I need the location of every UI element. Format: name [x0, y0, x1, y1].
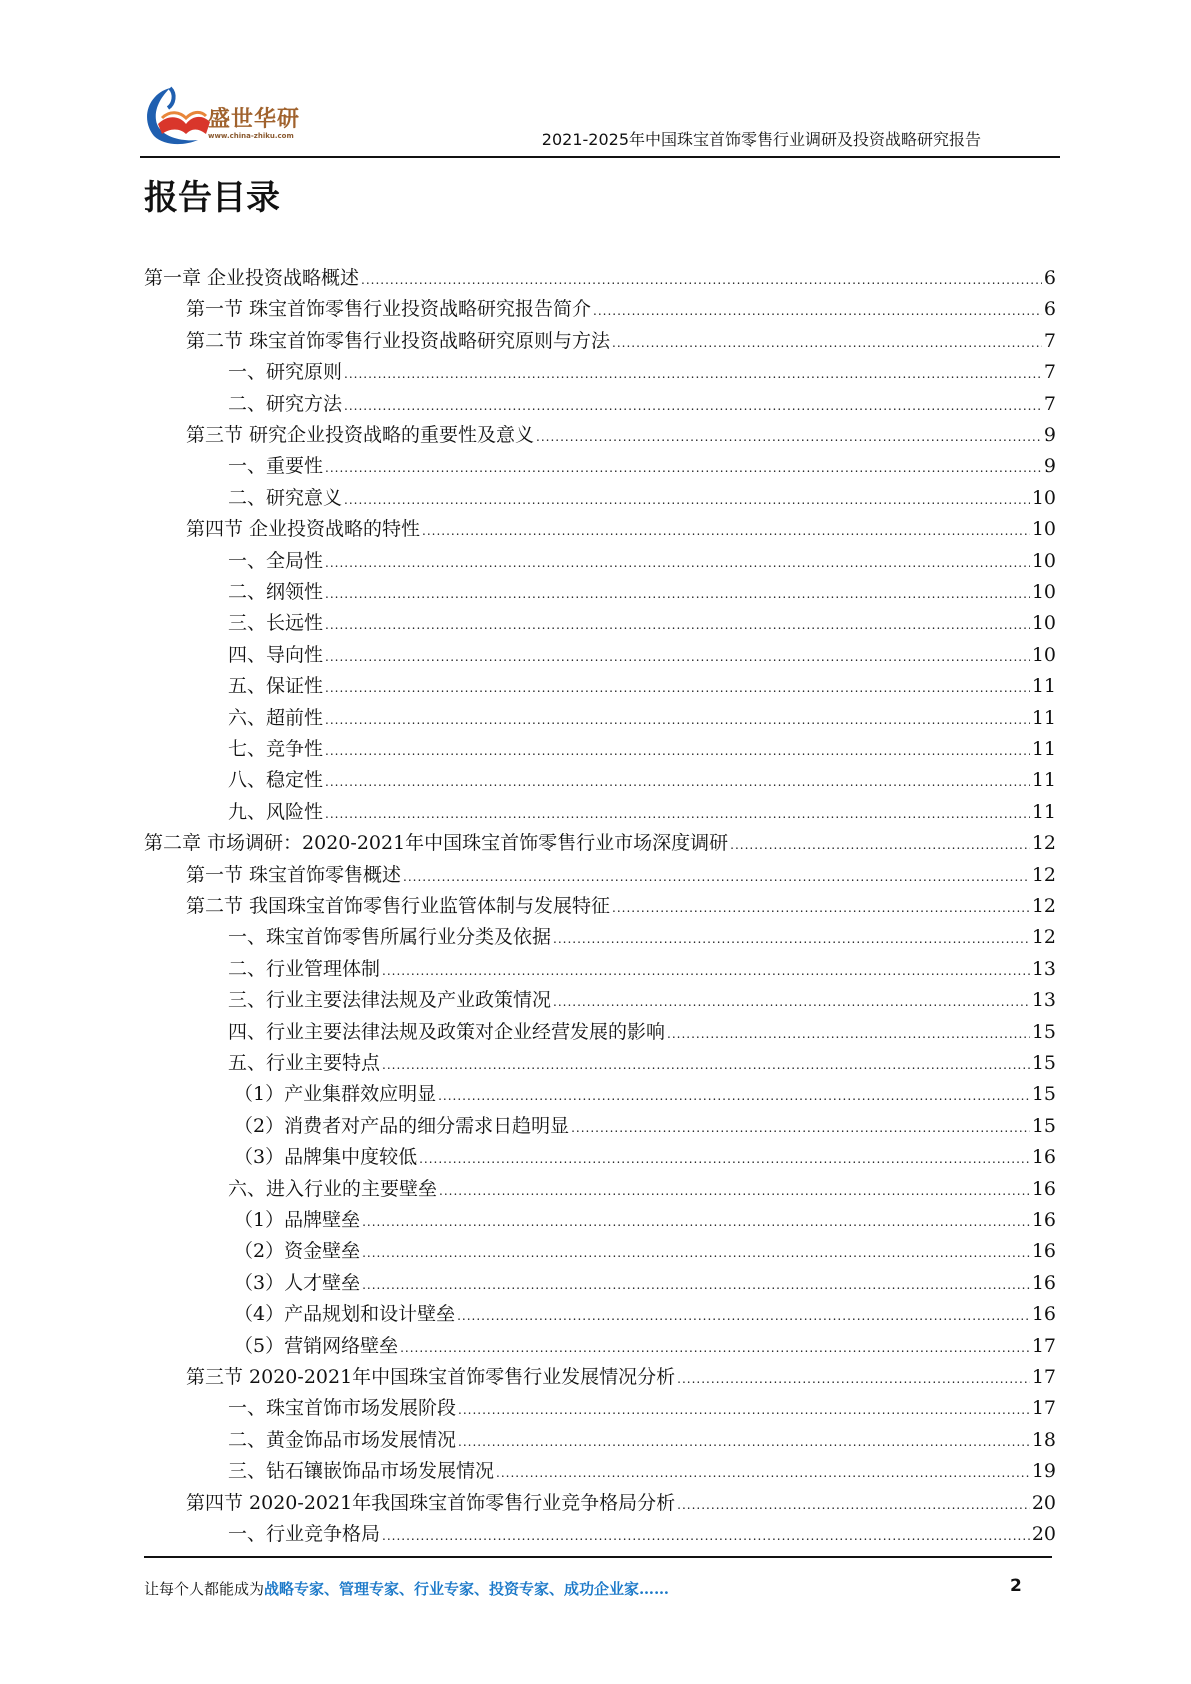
toc-entry-label: 八、稳定性 [228, 769, 324, 792]
toc-entry-page: 9 [1043, 455, 1056, 478]
toc-entry[interactable] [228, 1017, 1056, 1045]
toc-entry-page: 11 [1031, 800, 1056, 823]
toc-leader-dots [667, 1027, 1030, 1041]
logo-name: 盛世华研 [208, 107, 301, 132]
toc-entry-label: 二、行业管理体制 [228, 957, 381, 980]
header-divider [140, 156, 1060, 158]
toc-entry[interactable] [228, 546, 1056, 574]
toc-entry-page: 10 [1031, 581, 1056, 603]
toc-entry-label: 七、竞争性 [228, 738, 324, 760]
toc-leader-dots [553, 932, 1030, 946]
toc-entry-label: （5）营销网络壁垒 [234, 1334, 399, 1357]
toc-entry[interactable] [228, 1519, 1056, 1547]
toc-leader-dots [438, 1089, 1030, 1103]
toc-entry-label: 二、研究方法 [228, 392, 343, 415]
toc-entry-page: 10 [1031, 612, 1056, 635]
toc-entry-label: 三、钻石镶嵌饰品市场发展情况 [228, 1460, 495, 1483]
toc-leader-dots [344, 367, 1042, 381]
toc-entry[interactable] [228, 451, 1056, 479]
toc-leader-dots [325, 587, 1030, 601]
toc-entry[interactable] [144, 263, 1056, 291]
toc-leader-dots [439, 1184, 1030, 1198]
toc-entry-page: 9 [1043, 424, 1056, 446]
toc-entry[interactable] [228, 1174, 1056, 1202]
toc-entry-label: 四、行业主要法律法规及政策对企业经营发展的影响 [228, 1020, 666, 1043]
toc-entry-label: 四、导向性 [228, 643, 324, 666]
footer-slogan-prefix: 让每个人都能成为 [144, 1580, 265, 1598]
toc-entry[interactable] [234, 1111, 1056, 1139]
toc-leader-dots [325, 618, 1030, 632]
toc-leader-dots [382, 1529, 1030, 1543]
toc-entry[interactable] [144, 828, 1056, 856]
toc-entry[interactable] [228, 577, 1056, 605]
toc-leader-dots [571, 1121, 1030, 1135]
toc-entry-label: 第二节 我国珠宝首饰零售行业监管体制与发展特征 [186, 895, 611, 917]
toc-entry[interactable] [228, 922, 1056, 950]
toc-leader-dots [458, 1435, 1030, 1449]
toc-entry[interactable] [228, 797, 1056, 825]
toc-entry-page: 18 [1031, 1428, 1056, 1451]
toc-entry-label: （4）产品规划和设计壁垒 [234, 1303, 456, 1326]
toc-entry-page: 15 [1031, 1083, 1056, 1106]
toc-entry-page: 16 [1031, 1240, 1056, 1263]
toc-entry-page: 15 [1031, 1020, 1056, 1043]
toc-leader-dots [612, 901, 1030, 915]
toc-entry-page: 11 [1031, 706, 1056, 729]
toc-entry[interactable] [228, 671, 1056, 699]
toc-entry-label: 一、行业竞争格局 [228, 1523, 381, 1545]
toc-entry-page: 16 [1031, 1146, 1056, 1169]
toc-entry-label: （2）资金壁垒 [234, 1240, 361, 1263]
toc-entry-page: 10 [1031, 486, 1056, 509]
toc-entry-label: 第二章 市场调研：2020-2021年中国珠宝首饰零售行业市场深度调研 [144, 832, 729, 855]
toc-entry-page: 7 [1043, 329, 1056, 352]
toc-entry-page: 20 [1031, 1523, 1056, 1545]
toc-entry-page: 12 [1031, 895, 1056, 917]
toc-entry-label: 三、长远性 [228, 612, 324, 635]
toc-entry[interactable] [234, 1205, 1056, 1233]
toc-leader-dots [457, 1309, 1030, 1323]
toc-entry[interactable] [186, 860, 1056, 888]
toc-entry-label: （3）人才壁垒 [234, 1271, 361, 1294]
toc-leader-dots [325, 807, 1030, 821]
toc-leader-dots [458, 1403, 1030, 1417]
toc-entry[interactable] [186, 326, 1056, 354]
toc-leader-dots [400, 1341, 1030, 1355]
toc-entry-label: 五、保证性 [228, 675, 324, 698]
toc-entry-label: （3）品牌集中度较低 [234, 1146, 418, 1169]
toc-entry-page: 17 [1031, 1366, 1056, 1388]
toc-entry[interactable] [186, 1362, 1056, 1390]
toc-entry[interactable] [228, 765, 1056, 793]
toc-entry-page: 12 [1031, 863, 1056, 886]
toc-entry[interactable] [186, 420, 1056, 448]
toc-leader-dots [325, 744, 1030, 758]
footer-slogan-highlight: 战略专家、管理专家、行业专家、投资专家、成功企业家…… [264, 1580, 670, 1598]
toc-entry[interactable] [234, 1079, 1056, 1107]
toc-leader-dots [325, 650, 1030, 664]
toc-leader-dots [730, 838, 1030, 852]
toc-entry-label: 一、珠宝首饰零售所属行业分类及依据 [228, 926, 552, 949]
toc-entry-label: 第一章 企业投资战略概述 [144, 267, 360, 289]
toc-entry[interactable] [186, 891, 1056, 919]
toc-entry-page: 13 [1031, 957, 1056, 980]
toc-leader-dots [677, 1372, 1030, 1386]
toc-entry[interactable] [228, 985, 1056, 1013]
page-number: 2 [1010, 1576, 1022, 1596]
toc-entry-label: 第四节 2020-2021年我国珠宝首饰零售行业竞争格局分析 [186, 1491, 676, 1514]
toc-entry-label: 二、纲领性 [228, 581, 324, 603]
toc-entry-label: 六、超前性 [228, 706, 324, 729]
toc-entry[interactable] [186, 1488, 1056, 1516]
toc-entry-page: 20 [1031, 1491, 1056, 1514]
header-title: 2021-2025年中国珠宝首饰零售行业调研及投资战略研究报告 [541, 130, 981, 149]
toc-leader-dots [361, 273, 1042, 287]
toc-leader-dots [422, 524, 1030, 538]
toc-entry-label: 第二节 珠宝首饰零售行业投资战略研究原则与方法 [186, 329, 611, 352]
toc-entry-page: 12 [1031, 832, 1056, 855]
toc-entry[interactable] [228, 389, 1056, 417]
toc-leader-dots [403, 870, 1030, 884]
toc-entry-label: 五、行业主要特点 [228, 1052, 381, 1074]
toc-leader-dots [536, 430, 1042, 444]
toc-entry[interactable] [228, 703, 1056, 731]
toc-leader-dots [496, 1466, 1030, 1480]
toc-entry-label: 第三节 2020-2021年中国珠宝首饰零售行业发展情况分析 [186, 1366, 676, 1388]
logo-url: www.china-zhiku.com [208, 132, 294, 140]
toc-leader-dots [325, 775, 1030, 789]
toc-entry-label: 一、重要性 [228, 455, 324, 478]
toc-entry-label: 六、进入行业的主要壁垒 [228, 1177, 438, 1200]
toc-entry-page: 15 [1031, 1114, 1056, 1137]
toc-entry-page: 7 [1043, 392, 1056, 415]
toc-leader-dots [677, 1498, 1030, 1512]
toc-entry-page: 10 [1031, 643, 1056, 666]
toc-entry-label: 第一节 珠宝首饰零售行业投资战略研究报告简介 [186, 298, 592, 321]
toc-leader-dots [362, 1215, 1030, 1229]
toc-entry[interactable] [234, 1142, 1056, 1170]
toc-entry-page: 12 [1031, 926, 1056, 949]
toc-entry[interactable] [228, 1456, 1056, 1484]
toc-entry[interactable] [228, 734, 1056, 762]
toc-entry[interactable] [234, 1331, 1056, 1359]
toc-entry-label: 一、珠宝首饰市场发展阶段 [228, 1397, 457, 1420]
toc-entry-page: 10 [1031, 549, 1056, 572]
toc-leader-dots [325, 713, 1030, 727]
toc-entry-label: 第一节 珠宝首饰零售概述 [186, 863, 402, 886]
toc-leader-dots [344, 399, 1042, 413]
toc-entry-label: （2）消费者对产品的细分需求日趋明显 [234, 1114, 570, 1137]
toc-entry-page: 13 [1031, 989, 1056, 1012]
toc-entry-label: 一、研究原则 [228, 361, 343, 384]
toc-entry[interactable] [234, 1268, 1056, 1296]
toc-leader-dots [362, 1278, 1030, 1292]
toc-entry-page: 16 [1031, 1271, 1056, 1294]
toc-leader-dots [382, 1058, 1030, 1072]
toc-entry[interactable] [228, 954, 1056, 982]
toc-entry[interactable] [186, 294, 1056, 322]
toc-leader-dots [553, 995, 1030, 1009]
toc-entry[interactable] [228, 608, 1056, 636]
toc-entry-page: 11 [1031, 738, 1056, 760]
toc-entry-label: 九、风险性 [228, 800, 324, 823]
toc-entry-label: 二、研究意义 [228, 486, 343, 509]
toc-entry-page: 17 [1031, 1334, 1056, 1357]
toc-entry-label: 二、黄金饰品市场发展情况 [228, 1428, 457, 1451]
toc-leader-dots [362, 1246, 1030, 1260]
footer-divider [144, 1556, 1052, 1558]
toc-entry-label: 第四节 企业投资战略的特性 [186, 518, 421, 541]
footer-slogan [144, 1578, 669, 1599]
toc-leader-dots [593, 304, 1042, 318]
toc-leader-dots [325, 461, 1042, 475]
toc-entry[interactable] [228, 357, 1056, 385]
toc-entry-page: 6 [1043, 298, 1056, 321]
toc-entry[interactable] [228, 1425, 1056, 1453]
toc-entry-label: （1）产业集群效应明显 [234, 1083, 437, 1106]
toc-entry-label: 一、全局性 [228, 549, 324, 572]
toc-entry-page: 6 [1043, 267, 1056, 289]
toc-entry-page: 16 [1031, 1177, 1056, 1200]
toc-entry-label: 三、行业主要法律法规及产业政策情况 [228, 989, 552, 1012]
toc-leader-dots [612, 336, 1042, 350]
toc-entry-label: 第三节 研究企业投资战略的重要性及意义 [186, 424, 535, 446]
toc-entry-page: 7 [1043, 361, 1056, 384]
page-title: 报告目录 [144, 178, 280, 218]
toc-leader-dots [325, 556, 1030, 570]
toc-entry-page: 17 [1031, 1397, 1056, 1420]
toc-entry[interactable] [228, 1048, 1056, 1076]
toc-entry[interactable] [234, 1299, 1056, 1327]
toc-leader-dots [325, 681, 1030, 695]
toc-entry[interactable] [228, 483, 1056, 511]
toc-entry-page: 19 [1031, 1460, 1056, 1483]
toc-entry[interactable] [234, 1236, 1056, 1264]
toc-leader-dots [382, 964, 1030, 978]
toc-entry-page: 16 [1031, 1209, 1056, 1231]
toc-entry-page: 16 [1031, 1303, 1056, 1326]
toc-entry-page: 11 [1031, 675, 1056, 698]
toc-entry-page: 11 [1031, 769, 1056, 792]
toc-entry-page: 15 [1031, 1052, 1056, 1074]
toc-leader-dots [344, 493, 1030, 507]
toc-entry-page: 10 [1031, 518, 1056, 541]
toc-leader-dots [419, 1152, 1030, 1166]
toc-entry[interactable] [186, 514, 1056, 542]
toc-entry[interactable] [228, 640, 1056, 668]
toc-entry-label: （1）品牌壁垒 [234, 1209, 361, 1231]
toc-entry[interactable] [228, 1393, 1056, 1421]
